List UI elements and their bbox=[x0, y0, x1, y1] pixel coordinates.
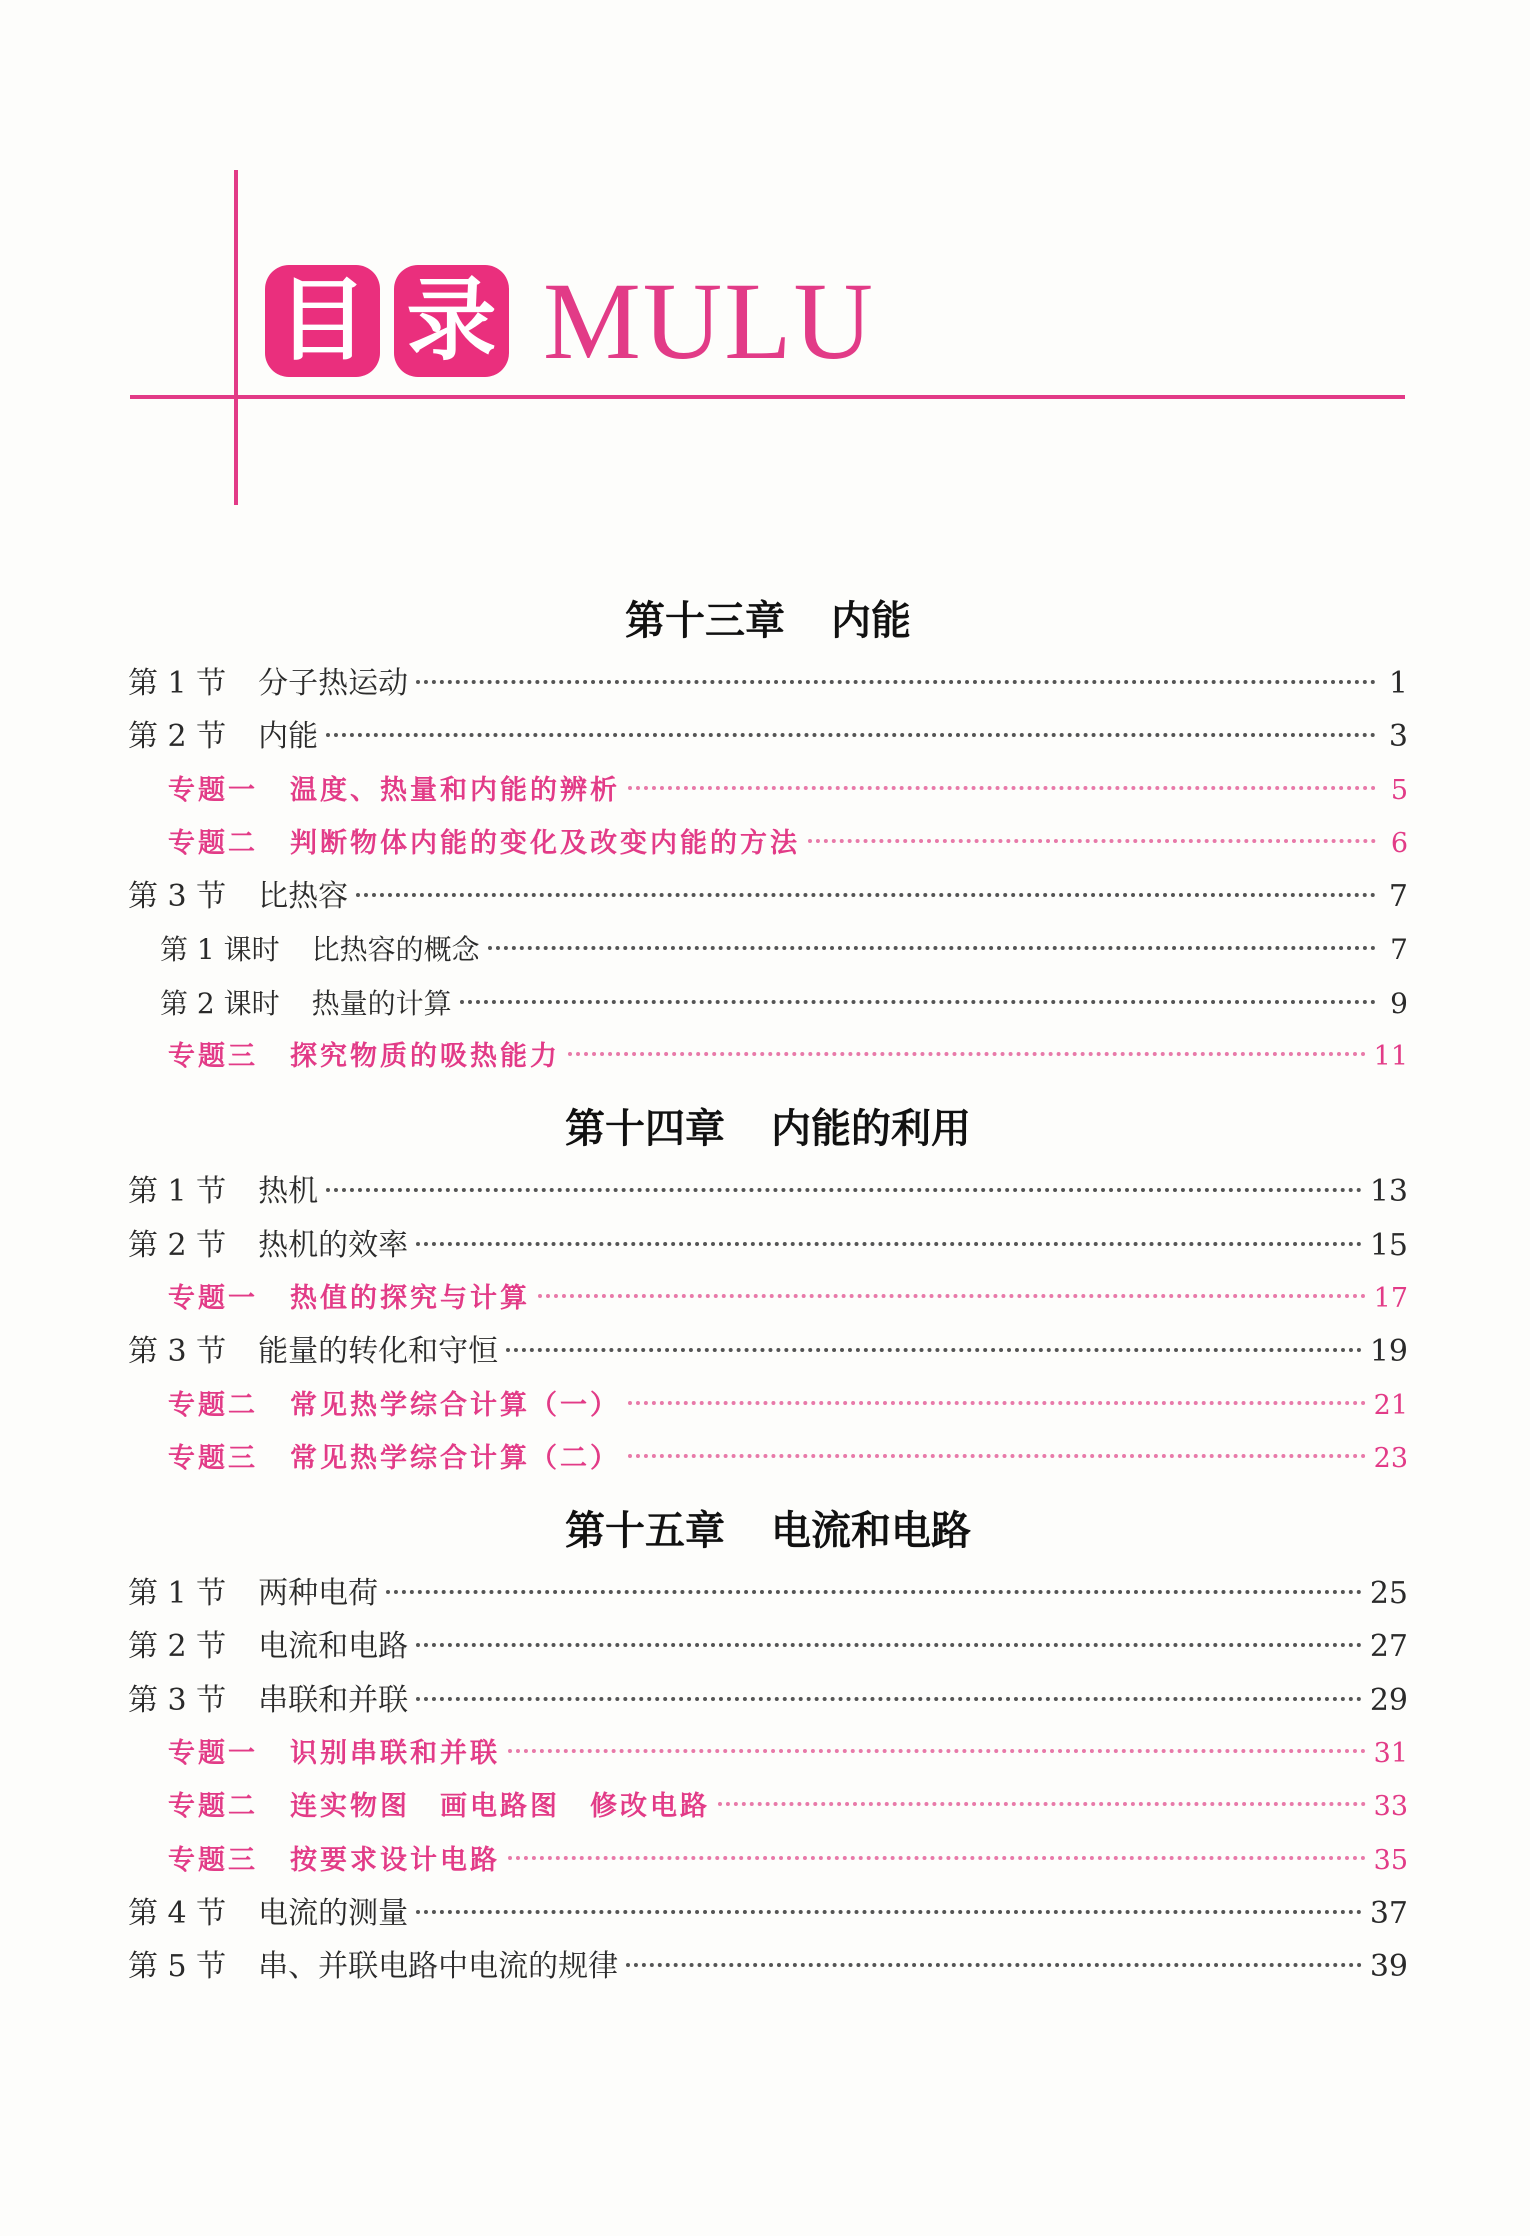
page-number: 13 bbox=[1369, 1174, 1408, 1210]
entry-label: 第 2 节 bbox=[128, 1227, 227, 1263]
page-number: 17 bbox=[1373, 1282, 1408, 1314]
entry-title: 分子热运动 bbox=[258, 666, 409, 701]
chapter-label: 第十四章 bbox=[565, 1106, 725, 1153]
entry-title: 比热容的概念 bbox=[311, 933, 480, 967]
toc-entry[interactable] bbox=[128, 1674, 1408, 1727]
toc-entry[interactable] bbox=[128, 1272, 1408, 1325]
chapter-heading bbox=[128, 1495, 1408, 1567]
dot-leader bbox=[718, 1802, 1366, 1806]
toc-entry[interactable] bbox=[128, 1432, 1408, 1485]
toc-entry[interactable] bbox=[128, 1727, 1408, 1780]
entry-title: 热量的计算 bbox=[311, 986, 452, 1020]
dot-leader bbox=[506, 1348, 1362, 1352]
page-number: 19 bbox=[1369, 1334, 1408, 1370]
dot-leader bbox=[568, 1052, 1366, 1056]
entry-title: 连实物图 画电路图 修改电路 bbox=[290, 1791, 710, 1823]
dot-leader bbox=[460, 1000, 1376, 1004]
chapter-title: 电流和电路 bbox=[771, 1508, 971, 1555]
entry-label: 专题二 bbox=[168, 827, 258, 859]
entry-label: 第 1 节 bbox=[128, 1174, 227, 1210]
page-number: 1 bbox=[1388, 666, 1408, 701]
page-number: 33 bbox=[1373, 1791, 1408, 1823]
logo-char-box: 录 bbox=[394, 265, 509, 377]
entry-title: 电流和电路 bbox=[258, 1629, 409, 1665]
entry-title: 常见热学综合计算（二） bbox=[290, 1442, 620, 1474]
page-number: 9 bbox=[1390, 986, 1408, 1020]
page-number: 25 bbox=[1369, 1576, 1408, 1612]
dot-leader bbox=[386, 1590, 1362, 1594]
page-number: 35 bbox=[1373, 1844, 1408, 1876]
toc-entry[interactable] bbox=[128, 710, 1408, 763]
chapter-label: 第十三章 bbox=[625, 598, 785, 644]
dot-leader bbox=[538, 1294, 1366, 1298]
entry-title: 探究物质的吸热能力 bbox=[290, 1041, 560, 1073]
entry-label: 第 1 课时 bbox=[160, 933, 280, 967]
entry-title: 温度、热量和内能的辨析 bbox=[290, 774, 620, 806]
chapter-label: 第十五章 bbox=[565, 1508, 725, 1555]
toc-entry[interactable] bbox=[128, 977, 1408, 1030]
entry-title: 串联和并联 bbox=[258, 1682, 409, 1718]
toc-entry[interactable] bbox=[128, 1834, 1408, 1887]
dot-leader bbox=[628, 786, 1376, 790]
page-number: 31 bbox=[1373, 1738, 1408, 1770]
page-number: 7 bbox=[1388, 879, 1408, 915]
logo-char-box: 目 bbox=[265, 265, 380, 377]
toc-entry[interactable] bbox=[128, 1620, 1408, 1673]
entry-label: 第 1 节 bbox=[128, 1576, 227, 1612]
toc-entry[interactable] bbox=[128, 764, 1408, 817]
dot-leader bbox=[626, 1963, 1362, 1967]
entry-label: 第 1 节 bbox=[128, 666, 227, 701]
header-horizontal-rule bbox=[130, 395, 1405, 399]
toc-entry[interactable] bbox=[128, 1887, 1408, 1940]
dot-leader bbox=[508, 1856, 1366, 1860]
page-number: 7 bbox=[1390, 933, 1408, 967]
dot-leader bbox=[488, 946, 1376, 950]
entry-label: 第 2 课时 bbox=[160, 986, 280, 1020]
page-number: 39 bbox=[1369, 1949, 1408, 1985]
page-number: 21 bbox=[1373, 1389, 1408, 1421]
dot-leader bbox=[416, 1242, 1362, 1246]
entry-title: 热值的探究与计算 bbox=[290, 1282, 530, 1314]
toc-entry[interactable] bbox=[128, 1165, 1408, 1218]
toc-logo bbox=[265, 260, 875, 382]
entry-title: 电流的测量 bbox=[258, 1895, 409, 1931]
toc-entry[interactable] bbox=[128, 1219, 1408, 1272]
page-number: 37 bbox=[1369, 1895, 1408, 1931]
toc-entry[interactable] bbox=[128, 657, 1408, 710]
dot-leader bbox=[808, 839, 1376, 843]
logo-text: MULU bbox=[543, 260, 875, 382]
entry-label: 专题二 bbox=[168, 1389, 258, 1421]
entry-label: 第 5 节 bbox=[128, 1949, 227, 1985]
chapter-heading bbox=[128, 1093, 1408, 1165]
dot-leader bbox=[416, 1910, 1362, 1914]
dot-leader bbox=[326, 1188, 1362, 1192]
page-number: 3 bbox=[1388, 719, 1408, 755]
dot-leader bbox=[416, 1697, 1362, 1701]
toc-entry[interactable] bbox=[128, 1379, 1408, 1432]
toc-entry[interactable] bbox=[128, 817, 1408, 870]
toc-entry[interactable] bbox=[128, 1325, 1408, 1378]
entry-title: 常见热学综合计算（一） bbox=[290, 1389, 620, 1421]
entry-label: 第 4 节 bbox=[128, 1895, 227, 1931]
entry-label: 第 3 节 bbox=[128, 879, 227, 915]
entry-title: 能量的转化和守恒 bbox=[258, 1334, 499, 1370]
dot-leader bbox=[508, 1749, 1366, 1753]
toc-entry[interactable] bbox=[128, 1780, 1408, 1833]
entry-label: 第 2 节 bbox=[128, 1629, 227, 1665]
entry-title: 按要求设计电路 bbox=[290, 1844, 500, 1876]
entry-label: 专题二 bbox=[168, 1791, 258, 1823]
entry-label: 专题三 bbox=[168, 1844, 258, 1876]
page-number: 5 bbox=[1390, 774, 1408, 806]
entry-label: 专题三 bbox=[168, 1442, 258, 1474]
entry-label: 专题一 bbox=[168, 1282, 258, 1314]
dot-leader bbox=[326, 733, 1376, 737]
table-of-contents bbox=[128, 575, 1408, 1994]
entry-title: 内能 bbox=[258, 719, 319, 755]
dot-leader bbox=[628, 1401, 1366, 1405]
entry-label: 第 3 节 bbox=[128, 1682, 227, 1718]
entry-title: 串、并联电路中电流的规律 bbox=[258, 1949, 619, 1985]
entry-title: 识别串联和并联 bbox=[290, 1738, 500, 1770]
dot-leader bbox=[628, 1454, 1366, 1458]
toc-entry[interactable] bbox=[128, 870, 1408, 923]
entry-title: 比热容 bbox=[258, 879, 349, 915]
page-number: 29 bbox=[1369, 1682, 1408, 1718]
entry-title: 热机的效率 bbox=[258, 1227, 409, 1263]
toc-entry[interactable] bbox=[128, 923, 1408, 976]
page-number: 6 bbox=[1390, 827, 1408, 859]
page-number: 11 bbox=[1373, 1041, 1408, 1073]
toc-entry[interactable] bbox=[128, 1940, 1408, 1993]
entry-title: 判断物体内能的变化及改变内能的方法 bbox=[290, 827, 800, 859]
page-number: 27 bbox=[1369, 1629, 1408, 1665]
toc-entry[interactable] bbox=[128, 1030, 1408, 1083]
toc-entry[interactable] bbox=[128, 1567, 1408, 1620]
dot-leader bbox=[416, 680, 1376, 684]
entry-label: 第 3 节 bbox=[128, 1334, 227, 1370]
dot-leader bbox=[356, 893, 1376, 897]
page-number: 15 bbox=[1369, 1227, 1408, 1263]
chapter-title: 内能 bbox=[831, 598, 911, 644]
entry-label: 专题一 bbox=[168, 774, 258, 806]
entry-title: 两种电荷 bbox=[258, 1576, 379, 1612]
entry-label: 专题三 bbox=[168, 1041, 258, 1073]
chapter-title: 内能的利用 bbox=[771, 1106, 971, 1153]
dot-leader bbox=[416, 1643, 1362, 1647]
header-vertical-rule bbox=[234, 170, 238, 505]
chapter-heading bbox=[128, 585, 1408, 657]
entry-label: 专题一 bbox=[168, 1738, 258, 1770]
page-number: 23 bbox=[1373, 1442, 1408, 1474]
entry-label: 第 2 节 bbox=[128, 719, 227, 755]
entry-title: 热机 bbox=[258, 1174, 319, 1210]
